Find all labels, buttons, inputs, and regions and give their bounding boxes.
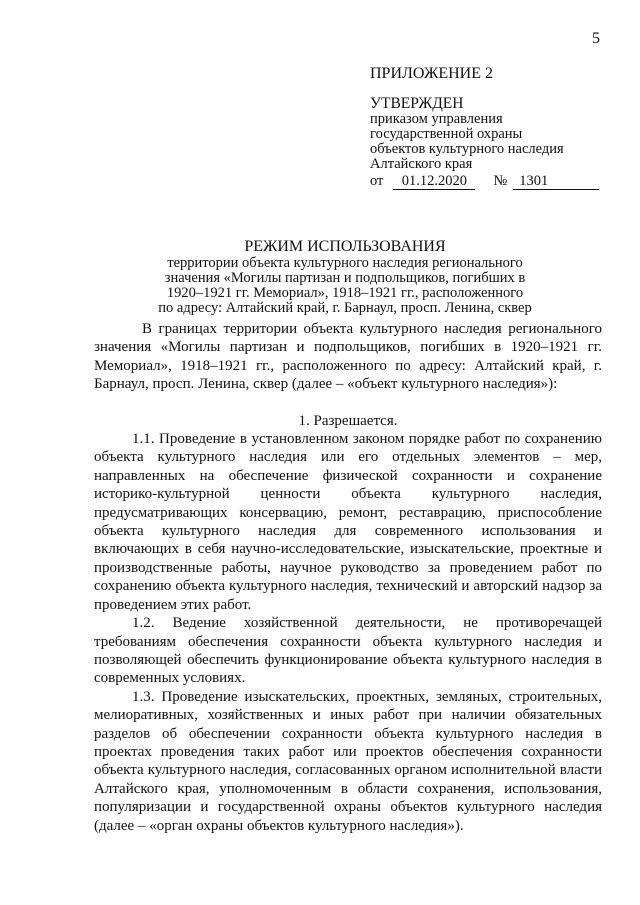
approval-line: государственной охраны bbox=[370, 126, 523, 142]
approval-line: приказом управления bbox=[370, 111, 503, 127]
order-date: 01.12.2020 bbox=[393, 174, 475, 190]
subtitle-line: 1920–1921 гг. Мемориал», 1918–1921 гг., расположенного bbox=[166, 285, 524, 301]
approval-block bbox=[370, 66, 620, 190]
subtitle-line: по адресу: Алтайский край, г. Барнаул, просп. Ленина, сквер bbox=[158, 300, 532, 316]
list-item: 1.1. Проведение в установленном законом порядке работ по сохранению объекта культурного наследия или его отдельных элементов – мер, направленных на обеспечение физической сохранности и сохранение историко-культурной ценности объекта культурного наследия, предусматривающих консервацию, ремонт, реставрацию, приспособление объекта культурного наследия для современного использования и включающих в себя научно-исследовательские, изыскательские, проектные и производственные работы, научное руководство за проведением работ по сохранению объекта культурного наследия, технический и авторский надзор за проведением этих работ. bbox=[94, 431, 602, 613]
section-heading: 1. Разрешается. bbox=[298, 412, 398, 429]
approved-title: УТВЕРЖДЕН bbox=[370, 95, 464, 112]
from-label: от bbox=[370, 173, 384, 189]
list-item: 1.3. Проведение изыскательских, проектных, земляных, строительных, мелиоративных, хозяйственных и иных работ при наличии обязательных разделов об обеспечении сохранности объекта культурного наследия в проектах проведения таких работ или проектов обеспечения сохранности объекта культурного наследия, согласованных органом исполнительной власти Алтайского края, уполномоченным в области сохранения, использования, популяризации и государственной охраны объектов культурного наследия (далее – «орган охраны объектов культурного наследия»). bbox=[94, 688, 602, 834]
document-header bbox=[100, 238, 590, 316]
subtitle-line: территории объекта культурного наследия регионального bbox=[167, 255, 523, 271]
appendix-title: ПРИЛОЖЕНИЕ 2 bbox=[370, 65, 494, 82]
subtitle-line: значения «Могилы партизан и подпольщиков, погибших в bbox=[164, 270, 526, 286]
document-title: РЕЖИМ ИСПОЛЬЗОВАНИЯ bbox=[244, 238, 446, 255]
approval-line: Алтайского края bbox=[370, 156, 473, 172]
approval-line: объектов культурного наследия bbox=[370, 141, 564, 157]
intro-paragraph: В границах территории объекта культурного наследия регионального значения «Могилы партизан и подпольщиков, погибших в 1920–1921 гг. Мемориал», 1918–1921 гг., расположенного по адресу: Алтайский край, г. Барнаул, просп. Ленина, сквер (далее – «объект культурного наследия»): bbox=[94, 321, 602, 393]
page-number: 5 bbox=[592, 30, 600, 47]
number-sign: № bbox=[493, 173, 508, 189]
order-number: 1301 bbox=[513, 174, 599, 190]
document-body bbox=[94, 320, 602, 835]
order-line bbox=[370, 174, 620, 190]
list-item: 1.2. Ведение хозяйственной деятельности, не противоречащей требованиям обеспечения сохранности объекта культурного наследия и позволяющей обеспечить функционирование объекта культурного наследия в современных условиях. bbox=[94, 615, 602, 687]
